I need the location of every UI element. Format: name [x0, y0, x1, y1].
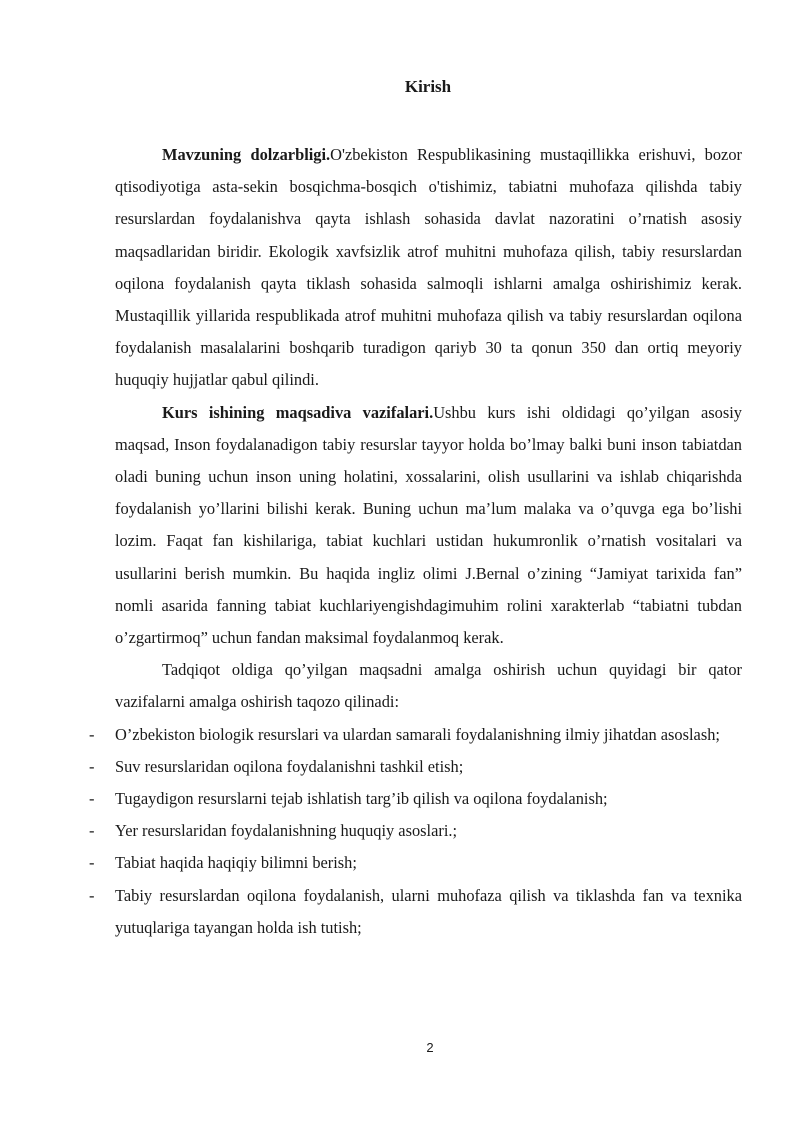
- list-item: [89, 847, 742, 879]
- list-item-text: Tugaydigon resurslarni tejab ishlatish targ’ib qilish va oqilona foydalanish;: [115, 789, 608, 809]
- list-item-text: O’zbekiston biologik resurslari va ulardan samarali foydalanishning ilmiy jihatdan asoslash;: [115, 724, 720, 744]
- paragraph-relevance: [115, 139, 742, 397]
- list-item-text: Tabiat haqida haqiqiy bilimni berish;: [115, 853, 357, 873]
- list-item: [89, 719, 742, 751]
- list-item: [89, 815, 742, 847]
- list-item: [89, 783, 742, 815]
- list-dash: -: [89, 789, 95, 809]
- task-list: [89, 719, 742, 944]
- list-item: [89, 751, 742, 783]
- list-dash: -: [89, 853, 95, 873]
- paragraph-text: Tadqiqot oldiga qo’yilgan maqsadni amalga oshirish uchun quyidagi bir qator vazifalarni amalga oshirish taqozo qilinadi:: [115, 660, 742, 712]
- paragraph-goals: [115, 397, 742, 655]
- paragraph-lead: Mavzuning dolzarbligi.: [162, 145, 331, 164]
- paragraph-lead: Kurs ishining maqsadiva vazifalari.: [162, 402, 434, 422]
- paragraph-text: O'zbekiston Respublikasining mustaqillikka erishuvi, bozor qtisodiyotiga asta-sekin bosqichma-bosqich o'tishimiz, tabiatni muhofaza qilishda tabiy resurslardan foydalanishva qayta ishlash sohasida davlat nazoratini o’rnatish asosiy maqsadlaridan biridir. Ekologik xavfsizlik atrof muhitni muhofaza qilish, tabiy resurslardan oqilona foydalanish qayta tiklash sohasida salmoqli ishlarni amalga oshirishimiz kerak. Mustaqillik yillarida respublikada atrof muhitni muhofaza qilish va tabiy resurslardan oqilona foydalanish masalalarini boshqarib turadigon qariyb 30 ta qonun 350 dan ortiq meyoriy huquqiy hujjatlar qabul qilindi.: [115, 145, 742, 390]
- document-body: [89, 139, 742, 944]
- list-dash: -: [89, 724, 95, 744]
- list-dash: -: [89, 821, 95, 841]
- page-title: Kirish: [404, 77, 452, 96]
- list-item: [89, 880, 742, 944]
- list-item-text: Tabiy resurslardan oqilona foydalanish, ularni muhofaza qilish va tiklashda fan va texnika yutuqlariga tayangan holda ish tutish;: [115, 885, 742, 937]
- list-item-text: Yer resurslaridan foydalanishning huquqiy asoslari.;: [115, 821, 458, 841]
- list-dash: -: [89, 756, 95, 776]
- paragraph-tasks-intro: [115, 654, 742, 718]
- paragraph-text: Ushbu kurs ishi oldidagi qo’yilgan asosiy maqsad, Inson foydalanadigon tabiy resurslar tayyor holda bo’lmay balki buni inson tabiatdan oladi buning uchun inson uning holatini, xossalarini, olish usullarini va ishlab chiqarishda foydalanish yo’llarini bilishi kerak. Buning uchun ma’lum malaka va o’quvga ega bo’lishi lozim. Faqat fan kishilariga, tabiat kuchlari ustidan hukumronlik o’rnatish vositalari va usullarini berish mumkin. Bu haqida ingliz olimi J.Bernal o’zining “Jamiyat tarixida fan” nomli asarida fanning tabiat kuchlariyengishdagimuhim rolini xarakterlab “tabiatni tubdan o’zgartirmoq” uchun fandan maksimal foydalanmoq kerak.: [115, 402, 742, 648]
- list-item-text: Suv resurslaridan oqilona foydalanishni tashkil etish;: [115, 756, 464, 776]
- list-dash: -: [89, 885, 95, 905]
- page-number: 2: [426, 1040, 434, 1055]
